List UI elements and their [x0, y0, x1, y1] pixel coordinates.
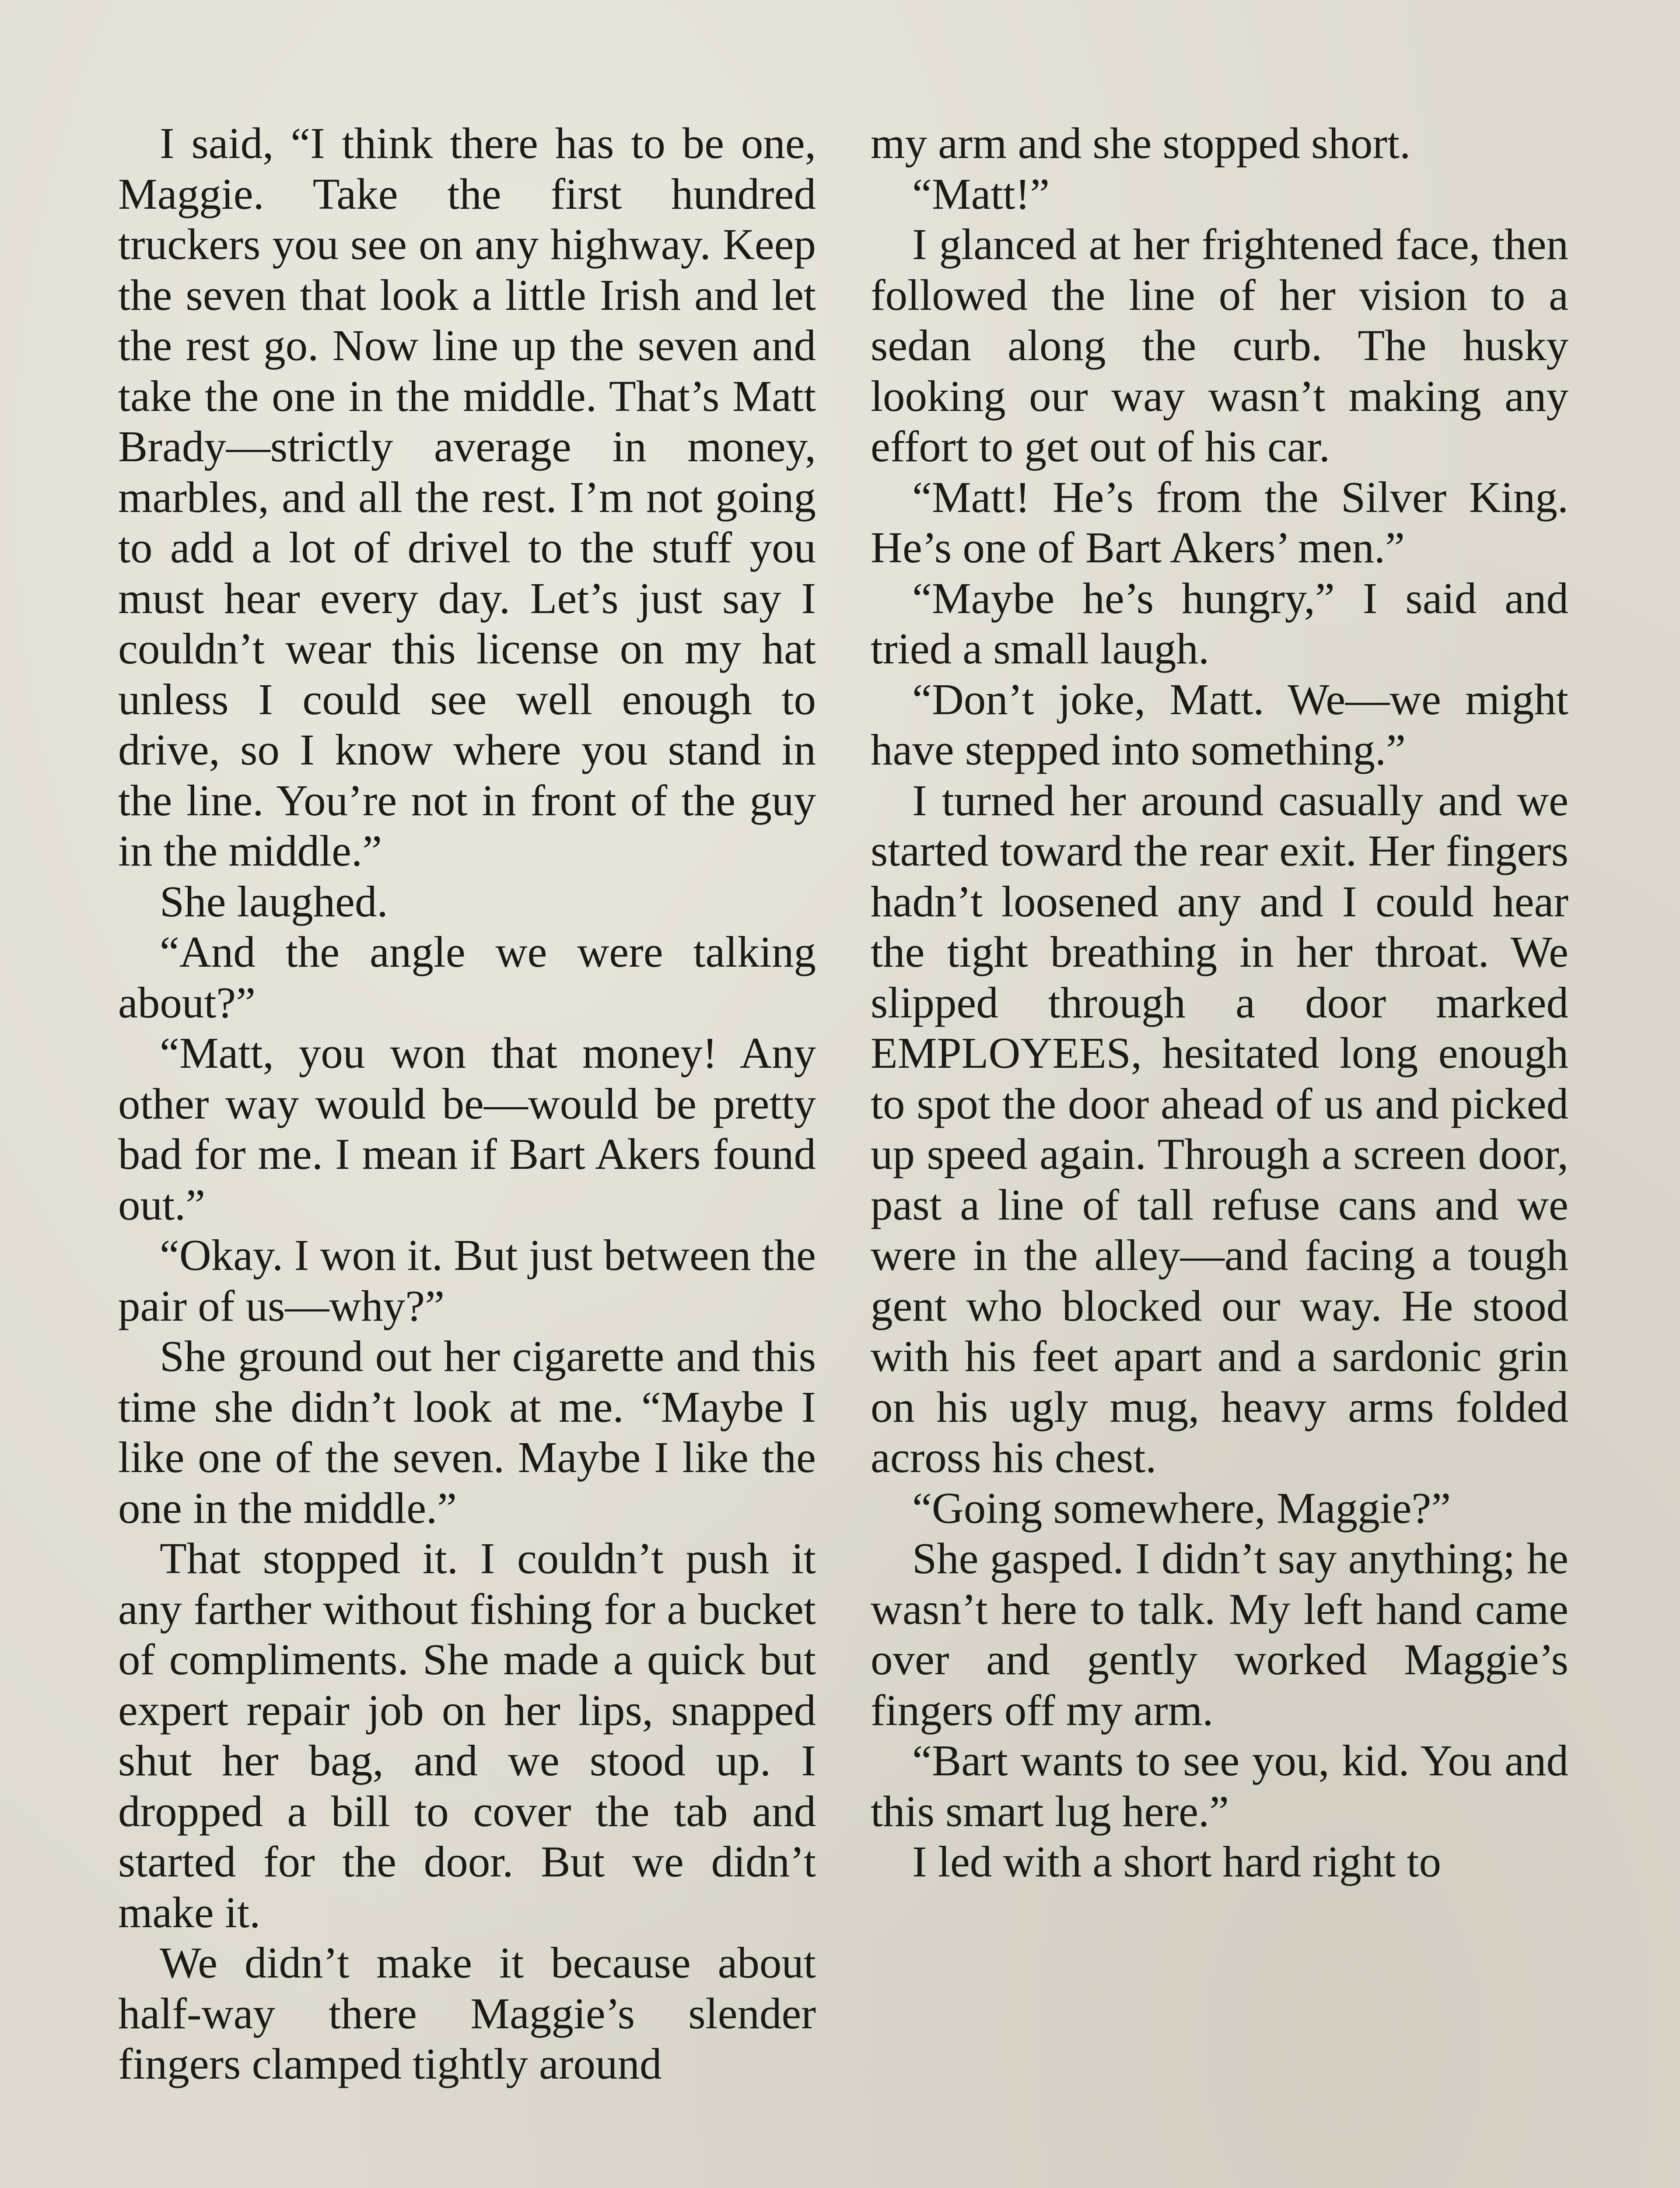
paragraph-continued: my arm and she stopped short. — [871, 119, 1411, 168]
paragraph: “Going somewhere, Maggie?” — [912, 1483, 1451, 1532]
left-text-column — [118, 118, 816, 2090]
paragraph: “Okay. I won it. But just between the pair of us—why?” — [118, 1231, 816, 1330]
paragraph: We didn’t make it because about half-way there Maggie’s slender fingers clamped tightly around — [118, 1938, 816, 2088]
paragraph: “Maybe he’s hungry,” I said and tried a small laugh. — [871, 573, 1568, 673]
paragraph: I glanced at her frightened face, then followed the line of her vision to a sedan along the curb. The husky looking our way wasn’t making any effort to get out of his car. — [871, 220, 1568, 471]
paragraph: I said, “I think there has to be one, Maggie. Take the first hundred truckers you see on any highway. Keep the seven that look a little Irish and let the rest go. Now line up the seven and take the one in the middle. That’s Matt Brady—strictly average in money, marbles, and all the rest. I’m not going to add a lot of drivel to the stuff you must hear every day. Let’s just say I couldn’t wear this license on my hat unless I could see well enough to drive, so I know where you stand in the line. You’re not in front of the guy in the middle.” — [118, 119, 816, 875]
paragraph: “And the angle we were talking about?” — [118, 927, 816, 1027]
paragraph: “Don’t joke, Matt. We—we might have stepped into something.” — [871, 674, 1568, 774]
paragraph: She laughed. — [160, 877, 388, 926]
paragraph: “Matt, you won that money! Any other way would be—would be pretty bad for me. I mean if Bart Akers found out.” — [118, 1028, 816, 1229]
paragraph: “Bart wants to see you, kid. You and this smart lug here.” — [871, 1736, 1568, 1836]
paragraph: That stopped it. I couldn’t push it any farther without fishing for a bucket of compliments. She made a quick but expert repair job on her lips, snapped shut her bag, and we stood up. I dropped a bill to cover the tab and started for the door. But we didn’t make it. — [118, 1534, 816, 1937]
paragraph: I turned her around casually and we started toward the rear exit. Her fingers hadn’t loosened any and I could hear the tight breathing in her throat. We slipped through a door marked EMPLOYEES, hesitated long enough to spot the door ahead of us and picked up speed again. Through a screen door, past a line of tall refuse cans and we were in the alley—and facing a tough gent who blocked our way. He stood with his feet apart and a sardonic grin on his ugly mug, heavy arms folded across his chest. — [871, 775, 1568, 1482]
right-text-column — [871, 118, 1568, 1887]
paragraph: She ground out her cigarette and this time she didn’t look at me. “Maybe I like one of the seven. Maybe I like the one in the middle.” — [118, 1332, 816, 1532]
paragraph: “Matt! He’s from the Silver King. He’s one of Bart Akers’ men.” — [871, 472, 1568, 572]
paragraph: I led with a short hard right to — [912, 1837, 1441, 1886]
paragraph: “Matt!” — [912, 169, 1050, 218]
paragraph: She gasped. I didn’t say anything; he wasn’t here to talk. My left hand came over and gently worked Maggie’s fingers off my arm. — [871, 1534, 1568, 1735]
